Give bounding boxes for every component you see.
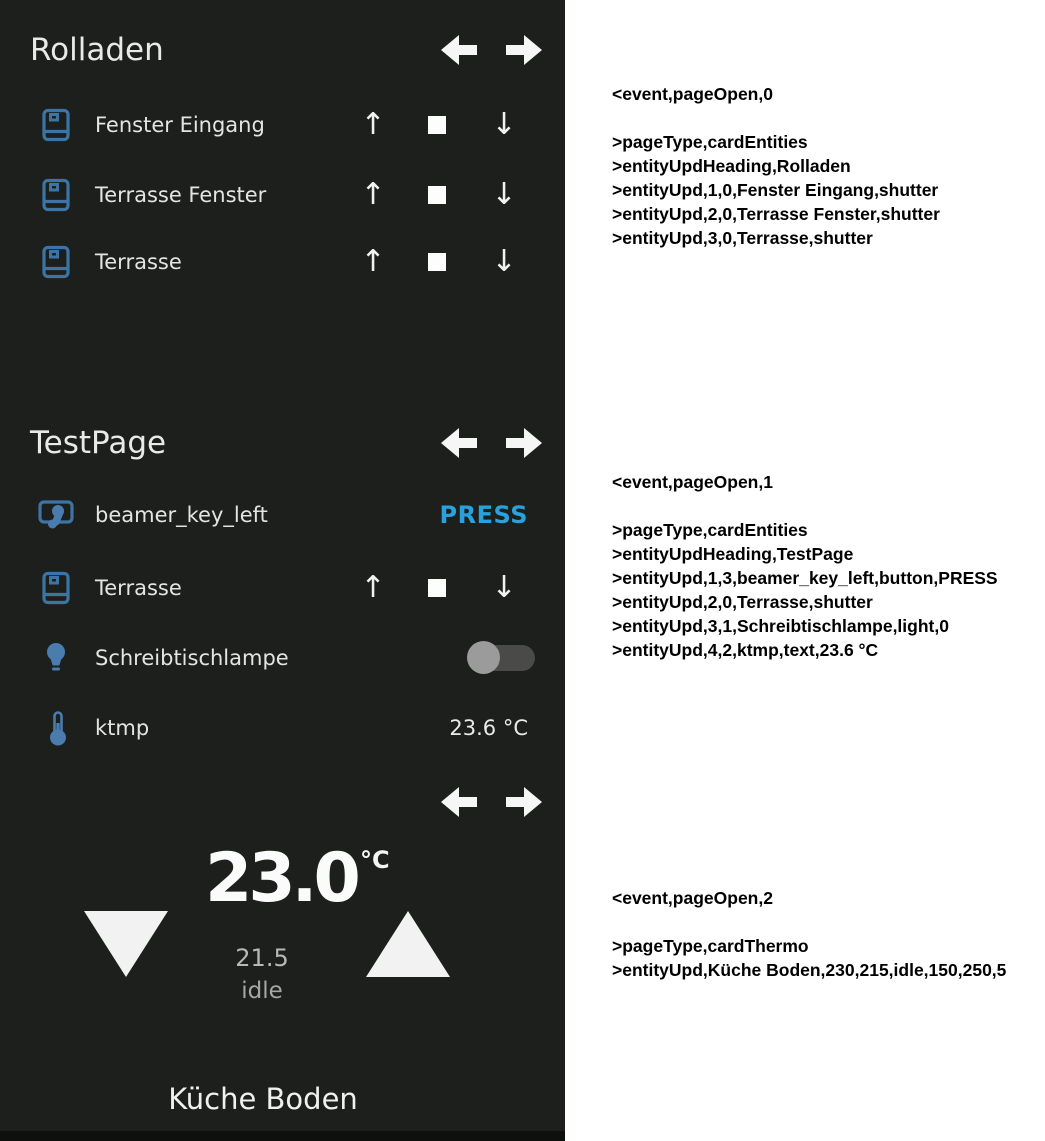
window-shutter-icon bbox=[42, 179, 70, 212]
entity-row-fenster-eingang bbox=[0, 101, 565, 149]
log-line: >entityUpd,2,0,Terrasse,shutter bbox=[612, 592, 873, 612]
entity-label: Terrasse Fenster bbox=[95, 183, 267, 207]
log-line: >entityUpd,3,1,Schreibtischlampe,light,0 bbox=[612, 616, 949, 636]
window-shutter-icon bbox=[42, 109, 70, 142]
log-line: >entityUpd,3,0,Terrasse,shutter bbox=[612, 228, 873, 248]
shutter-up-button[interactable]: ↑ bbox=[360, 177, 386, 212]
press-button[interactable]: PRESS bbox=[439, 501, 528, 529]
gesture-tap-button-icon bbox=[38, 499, 76, 531]
shutter-down-button[interactable]: ↓ bbox=[491, 570, 517, 605]
log-line: >entityUpdHeading,Rolladen bbox=[612, 156, 851, 176]
prev-page-arrow-icon[interactable] bbox=[441, 424, 477, 462]
entity-row-terrasse-fenster bbox=[0, 171, 565, 219]
log-block-page2 bbox=[612, 886, 1006, 982]
setpoint-increase-button[interactable] bbox=[366, 911, 450, 977]
next-page-arrow-icon[interactable] bbox=[506, 783, 542, 821]
prev-page-arrow-icon[interactable] bbox=[441, 783, 477, 821]
entity-label: Schreibtischlampe bbox=[95, 646, 289, 670]
log-event-line: <event,pageOpen,2 bbox=[612, 888, 773, 908]
thermostat-name: Küche Boden bbox=[168, 1082, 358, 1116]
hvac-state: idle bbox=[241, 978, 283, 1004]
window-shutter-icon bbox=[42, 246, 70, 279]
log-event-line: <event,pageOpen,1 bbox=[612, 472, 773, 492]
entity-label: Terrasse bbox=[95, 250, 182, 274]
entity-label: beamer_key_left bbox=[95, 503, 268, 527]
log-block-page0 bbox=[612, 82, 940, 250]
shutter-stop-button[interactable] bbox=[428, 253, 446, 271]
temperature-value: 23.6 °C bbox=[449, 716, 528, 740]
shutter-down-button[interactable]: ↓ bbox=[491, 244, 517, 279]
log-line: >entityUpd,4,2,ktmp,text,23.6 °C bbox=[612, 640, 879, 660]
page-title-testpage: TestPage bbox=[30, 425, 167, 461]
log-line: >pageType,cardEntities bbox=[612, 132, 808, 152]
temperature-unit: °C bbox=[360, 846, 390, 874]
log-block-page1 bbox=[612, 470, 998, 662]
panel-bottom-bar bbox=[0, 1131, 565, 1141]
log-event-line: <event,pageOpen,0 bbox=[612, 84, 773, 104]
window-shutter-icon bbox=[42, 572, 70, 605]
entity-row-terrasse-2 bbox=[0, 564, 565, 612]
log-line: >entityUpd,2,0,Terrasse Fenster,shutter bbox=[612, 204, 940, 224]
toggle-knob[interactable] bbox=[467, 641, 500, 674]
entity-row-ktmp bbox=[0, 704, 565, 752]
entity-label: ktmp bbox=[95, 716, 150, 740]
log-line: >entityUpd,Küche Boden,230,215,idle,150,250,5 bbox=[612, 960, 1007, 980]
log-line: >pageType,cardEntities bbox=[612, 520, 808, 540]
shutter-stop-button[interactable] bbox=[428, 186, 446, 204]
log-line: >entityUpdHeading,TestPage bbox=[612, 544, 854, 564]
log-line: >entityUpd,1,0,Fenster Eingang,shutter bbox=[612, 180, 939, 200]
shutter-up-button[interactable]: ↑ bbox=[360, 244, 386, 279]
shutter-up-button[interactable]: ↑ bbox=[360, 570, 386, 605]
log-line: >entityUpd,1,3,beamer_key_left,button,PRESS bbox=[612, 568, 998, 588]
shutter-down-button[interactable]: ↓ bbox=[491, 177, 517, 212]
shutter-stop-button[interactable] bbox=[428, 579, 446, 597]
entity-row-terrasse bbox=[0, 238, 565, 286]
prev-page-arrow-icon[interactable] bbox=[441, 31, 477, 69]
light-toggle-switch[interactable] bbox=[470, 645, 535, 671]
next-page-arrow-icon[interactable] bbox=[506, 31, 542, 69]
setpoint-decrease-button[interactable] bbox=[84, 911, 168, 977]
current-temperature: 23.0 bbox=[205, 839, 357, 918]
shutter-stop-button[interactable] bbox=[428, 116, 446, 134]
entity-label: Terrasse bbox=[95, 576, 182, 600]
thermometer-icon bbox=[46, 710, 70, 746]
page-title-rolladen: Rolladen bbox=[30, 32, 164, 68]
lightbulb-icon bbox=[44, 642, 68, 675]
entity-label: Fenster Eingang bbox=[95, 113, 265, 137]
log-line: >pageType,cardThermo bbox=[612, 936, 809, 956]
next-page-arrow-icon[interactable] bbox=[506, 424, 542, 462]
setpoint-temperature: 21.5 bbox=[235, 944, 289, 972]
shutter-up-button[interactable]: ↑ bbox=[360, 107, 386, 142]
entity-row-beamer-key-left bbox=[0, 491, 565, 539]
shutter-down-button[interactable]: ↓ bbox=[491, 107, 517, 142]
